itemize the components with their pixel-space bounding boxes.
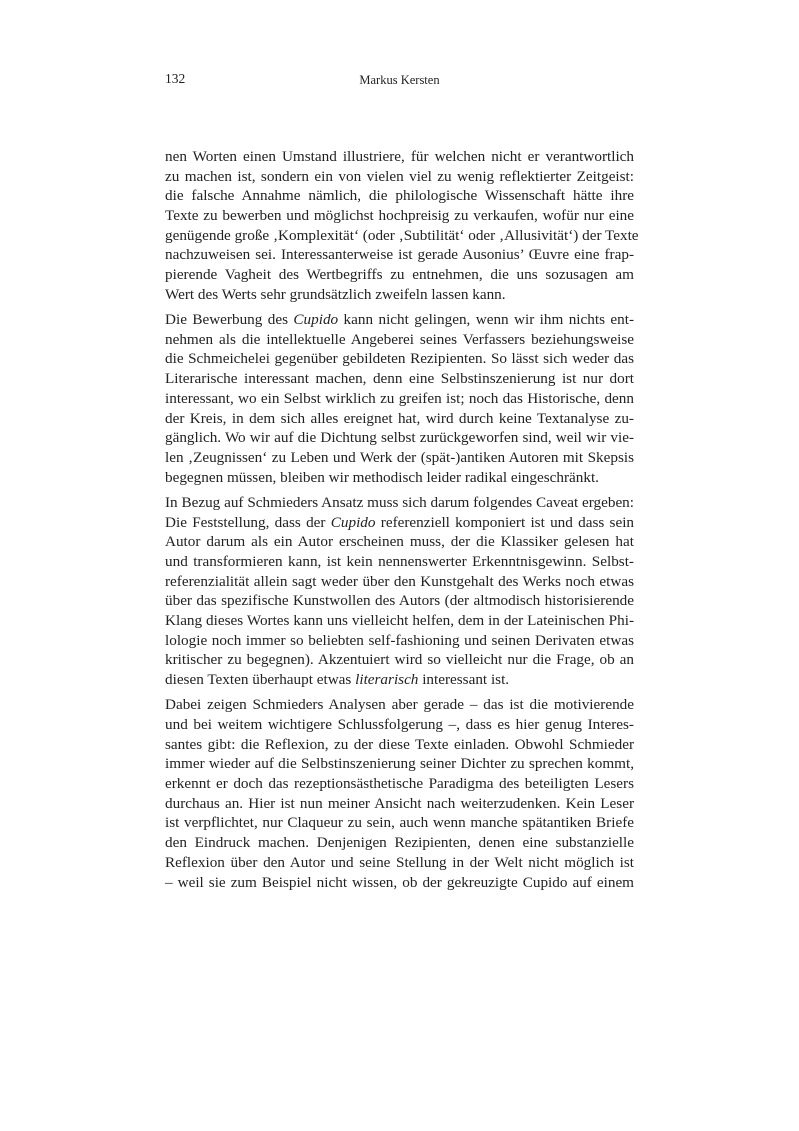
- text-line: nehmen als die intellektuelle Angeberei seines Verfassers beziehungsweise: [165, 330, 634, 348]
- text-line: pierende Vagheit des Wertbegriffs zu entnehmen, die uns sozusagen am: [165, 266, 634, 284]
- text-line: len ‚Zeugnissen‘ zu Leben und Werk der (spät-)antiken Autoren mit Skepsis: [165, 448, 634, 466]
- text-line: begegnen müssen, bleiben wir methodisch leider radikal eingeschränkt.: [165, 468, 599, 486]
- text-line: die falsche Annahme nämlich, die philologische Wissenschaft hätte ihre: [165, 187, 634, 205]
- paragraph: [165, 147, 639, 305]
- text-line: Wert des Werts sehr grundsätzlich zweifeln lassen kann.: [165, 285, 506, 303]
- text-line: Klang dieses Wortes kann uns vielleicht helfen, dem in der Lateinischen Phi-: [165, 612, 634, 629]
- italic-title: Cupido: [330, 513, 376, 531]
- text-line: [165, 513, 634, 533]
- text-line: nen Worten einen Umstand illustriere, für welchen nicht er verantwortlich: [165, 148, 634, 165]
- text-line: Reflexion über den Autor und seine Stellung in der Welt nicht möglich ist: [165, 853, 634, 871]
- text-line: genügende große ‚Komplexität‘ (oder ‚Subtilität‘ oder ‚Allusivität‘) der Texte: [165, 226, 639, 244]
- text-line: lologie noch immer so beliebten self-fashioning und seinen Derivaten etwas: [165, 631, 634, 649]
- text-line: Autor darum als ein Autor erscheinen muss, der die Klassiker gelesen hat: [165, 533, 634, 551]
- text-line: [165, 670, 634, 690]
- text-line: Literarische interessant machen, denn eine Selbstinszenierung ist nur dort: [165, 370, 634, 388]
- text-line: zu machen ist, sondern ein von vielen viel zu wenig reflektierter Zeitgeist:: [165, 167, 634, 185]
- running-head: Markus Kersten: [359, 73, 440, 87]
- text-line: immer wieder auf die Selbstinszenierung seiner Dichter zu sprechen kommt,: [165, 755, 634, 773]
- paragraph: [165, 493, 634, 690]
- text-line: referenzialität allein sagt weder über den Kunstgehalt des Werks noch etwas: [165, 572, 634, 590]
- text-span: kann nicht gelingen, wenn wir ihm nichts ent-: [338, 311, 635, 329]
- text-line: Dabei zeigen Schmieders Analysen aber gerade – das ist die motivierende: [165, 696, 634, 714]
- text-line: über das spezifische Kunstwollen des Autors (der altmodisch historisierende: [165, 592, 634, 610]
- text-span: Die Bewerbung des: [165, 311, 294, 329]
- text-line: kritischer zu begegnen). Akzentuiert wird so vielleicht nur die Frage, ob an: [165, 651, 634, 669]
- text-span: referenziell komponiert ist und dass sein: [375, 513, 635, 531]
- text-line: santes gibt: die Reflexion, zu der diese Texte einladen. Obwohl Schmieder: [165, 735, 634, 753]
- text-line: nachzuweisen sei. Interessanterweise ist gerade Ausonius’ Œuvre eine frap-: [165, 246, 634, 264]
- body-text: [165, 147, 639, 898]
- text-line: interessant, wo ein Selbst wirklich zu greifen ist; noch das Historische, denn: [165, 389, 634, 407]
- text-line: ist verpflichtet, nur Claqueur zu sein, auch wenn manche spätantiken Briefe: [165, 814, 634, 832]
- text-line: den Eindruck machen. Denjenigen Rezipienten, denen eine substanzielle: [165, 834, 634, 852]
- text-line: und transformieren kann, ist kein nennenswerter Erkenntnisgewinn. Selbst-: [165, 552, 634, 570]
- text-span: diesen Texten überhaupt etwas: [165, 671, 356, 689]
- text-line: In Bezug auf Schmieders Ansatz muss sich darum folgendes Caveat ergeben:: [165, 493, 634, 511]
- text-line: gänglich. Wo wir auf die Dichtung selbst zurückgeworfen sind, weil wir vie-: [165, 429, 634, 447]
- italic-title: literarisch: [355, 671, 419, 689]
- text-line: der Kreis, in dem sich alles ereignet hat, wird durch keine Textanalyse zu-: [165, 409, 634, 427]
- italic-title: Cupido: [293, 311, 339, 329]
- text-line: erkennt er doch das rezeptionsästhetische Paradigma des beteiligten Lesers: [165, 775, 634, 793]
- text-line: Texte zu bewerben und möglichst hochpreisig zu verkaufen, wofür nur eine: [165, 207, 634, 225]
- text-line: – weil sie zum Beispiel nicht wissen, ob der gekreuzigte Cupido auf einem: [165, 873, 634, 891]
- text-span: interessant ist.: [418, 671, 510, 689]
- text-line: die Schmeichelei gegenüber gebildeten Rezipienten. So lässt sich weder das: [165, 350, 634, 368]
- page-number: 132: [165, 71, 186, 86]
- text-line: [165, 310, 634, 330]
- paragraph: [165, 695, 634, 892]
- text-line: und bei weitem wichtigere Schlussfolgerung –, dass es hier genug Interes-: [165, 716, 634, 734]
- text-span: Die Feststellung, dass der: [165, 513, 331, 531]
- paragraph: [165, 310, 634, 487]
- text-line: durchaus an. Hier ist nun meiner Ansicht nach weiterzudenken. Kein Leser: [165, 794, 634, 812]
